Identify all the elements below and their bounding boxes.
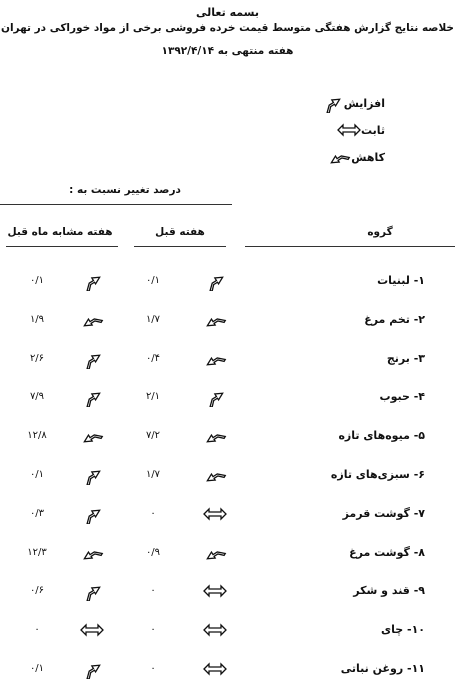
prev-month-value: ۱۲/۳ (27, 546, 47, 558)
table-row (0, 580, 455, 606)
table-row (0, 542, 455, 568)
increase-arrow-icon (80, 349, 104, 369)
constant-arrow-icon (337, 120, 361, 140)
header-basmala: بسمه تعالی (196, 6, 259, 19)
prev-week-value: ۰ (150, 585, 156, 597)
table-row (0, 425, 455, 451)
prev-month-direction (80, 310, 104, 330)
group-name: ۶- سبزی‌های تازه (330, 468, 425, 481)
prev-month-direction (80, 426, 104, 446)
legend-label: کاهش (351, 150, 385, 164)
prev-week-value: ۰ (150, 624, 156, 636)
report-title: خلاصه نتایج گزارش هفتگی متوسط قیمت خرده فروشی برخی از مواد خوراکی در تهران (0, 22, 454, 34)
table-row (0, 464, 455, 490)
table-row (0, 386, 455, 412)
prev-week-direction (203, 659, 227, 679)
prev-week-direction (203, 543, 227, 563)
table-row (0, 503, 455, 529)
legend-item-flat (337, 120, 393, 140)
increase-arrow-icon (320, 93, 344, 113)
prev-week-direction (203, 426, 227, 446)
increase-arrow-icon (80, 659, 104, 679)
legend-item-down (327, 147, 393, 167)
column-divider (245, 246, 455, 247)
prev-week-value: ۰ (150, 663, 156, 674)
group-name: ۱- لبنیات (377, 274, 425, 287)
group-name: ۱۰- چای (381, 623, 425, 637)
prev-month-direction (80, 349, 104, 369)
table-row (0, 270, 455, 296)
decrease-arrow-icon (203, 310, 227, 330)
prev-week-value: ۲/۱ (145, 391, 161, 403)
column-header-prev-month: هفته مشابه ماه قبل (7, 226, 113, 238)
prev-week-direction (203, 504, 227, 524)
increase-arrow-icon (80, 581, 104, 601)
legend-label: افزایش (343, 96, 385, 110)
prev-week-direction (203, 271, 227, 291)
prev-week-value: ۰/۱ (145, 275, 161, 286)
prev-month-direction (80, 620, 104, 640)
prev-month-direction (80, 659, 104, 679)
prev-month-direction (80, 543, 104, 563)
legend-label: ثابت (360, 123, 385, 137)
heading-divider (0, 204, 232, 205)
group-name: ۹- قند و شکر (353, 584, 425, 598)
prev-month-direction (80, 271, 104, 291)
group-name: ۱۱- روغن نباتی (340, 662, 425, 675)
increase-arrow-icon (80, 387, 104, 407)
prev-month-value: ۰/۶ (29, 585, 45, 597)
prev-month-direction (80, 504, 104, 524)
increase-arrow-icon (80, 465, 104, 485)
prev-week-direction (203, 465, 227, 485)
column-divider (6, 246, 118, 247)
report-week: هفته منتهی به ۱۳۹۲/۴/۱۴ (161, 45, 294, 57)
prev-week-direction (203, 620, 227, 640)
prev-month-direction (80, 387, 104, 407)
decrease-arrow-icon (203, 349, 227, 369)
prev-week-value: ۷/۲ (145, 430, 161, 442)
prev-week-value: ۰/۹ (145, 546, 161, 558)
increase-arrow-icon (80, 271, 104, 291)
change-heading: درصد تغییر نسبت به : (69, 184, 181, 196)
decrease-arrow-icon (203, 426, 227, 446)
prev-week-direction (203, 310, 227, 330)
table-row (0, 658, 455, 684)
group-name: ۳- برنج (386, 351, 425, 365)
column-header-prev-week: هفته قبل (155, 226, 205, 238)
prev-week-direction (203, 349, 227, 369)
prev-month-value: ۱/۹ (29, 313, 45, 325)
group-name: ۲- تخم مرغ (364, 312, 425, 326)
prev-week-direction (203, 387, 227, 407)
decrease-arrow-icon (80, 543, 104, 563)
table-row (0, 348, 455, 374)
prev-week-value: ۰/۴ (145, 352, 161, 364)
constant-arrow-icon (203, 659, 227, 679)
prev-month-value: ۰/۱ (29, 275, 45, 286)
increase-arrow-icon (203, 387, 227, 407)
prev-week-value: ۱/۷ (145, 313, 161, 325)
prev-month-value: ۰ (34, 624, 40, 636)
prev-month-value: ۱۲/۸ (27, 430, 47, 442)
group-name: ۷- گوشت قرمز (342, 506, 425, 520)
decrease-arrow-icon (80, 310, 104, 330)
legend-item-up (320, 93, 393, 113)
column-divider (134, 246, 226, 247)
decrease-arrow-icon (80, 426, 104, 446)
group-name: ۵- میوه‌های تازه (338, 429, 425, 443)
prev-month-value: ۲/۶ (29, 352, 45, 364)
prev-month-value: ۷/۹ (29, 391, 45, 403)
prev-month-value: ۰/۱ (29, 663, 45, 674)
constant-arrow-icon (203, 504, 227, 524)
table-row (0, 619, 455, 645)
decrease-arrow-icon (327, 147, 351, 167)
decrease-arrow-icon (203, 543, 227, 563)
prev-month-value: ۰/۳ (29, 507, 45, 519)
prev-week-value: ۱/۷ (145, 469, 161, 480)
constant-arrow-icon (203, 581, 227, 601)
decrease-arrow-icon (203, 465, 227, 485)
increase-arrow-icon (80, 504, 104, 524)
constant-arrow-icon (80, 620, 104, 640)
group-name: ۸- گوشت مرغ (349, 545, 425, 559)
increase-arrow-icon (203, 271, 227, 291)
prev-week-value: ۰ (150, 507, 156, 519)
prev-month-value: ۰/۱ (29, 469, 45, 480)
prev-week-direction (203, 581, 227, 601)
prev-month-direction (80, 465, 104, 485)
group-name: ۴- حبوب (379, 390, 425, 404)
prev-month-direction (80, 581, 104, 601)
column-header-group: گروه (367, 226, 393, 238)
table-row (0, 309, 455, 335)
constant-arrow-icon (203, 620, 227, 640)
